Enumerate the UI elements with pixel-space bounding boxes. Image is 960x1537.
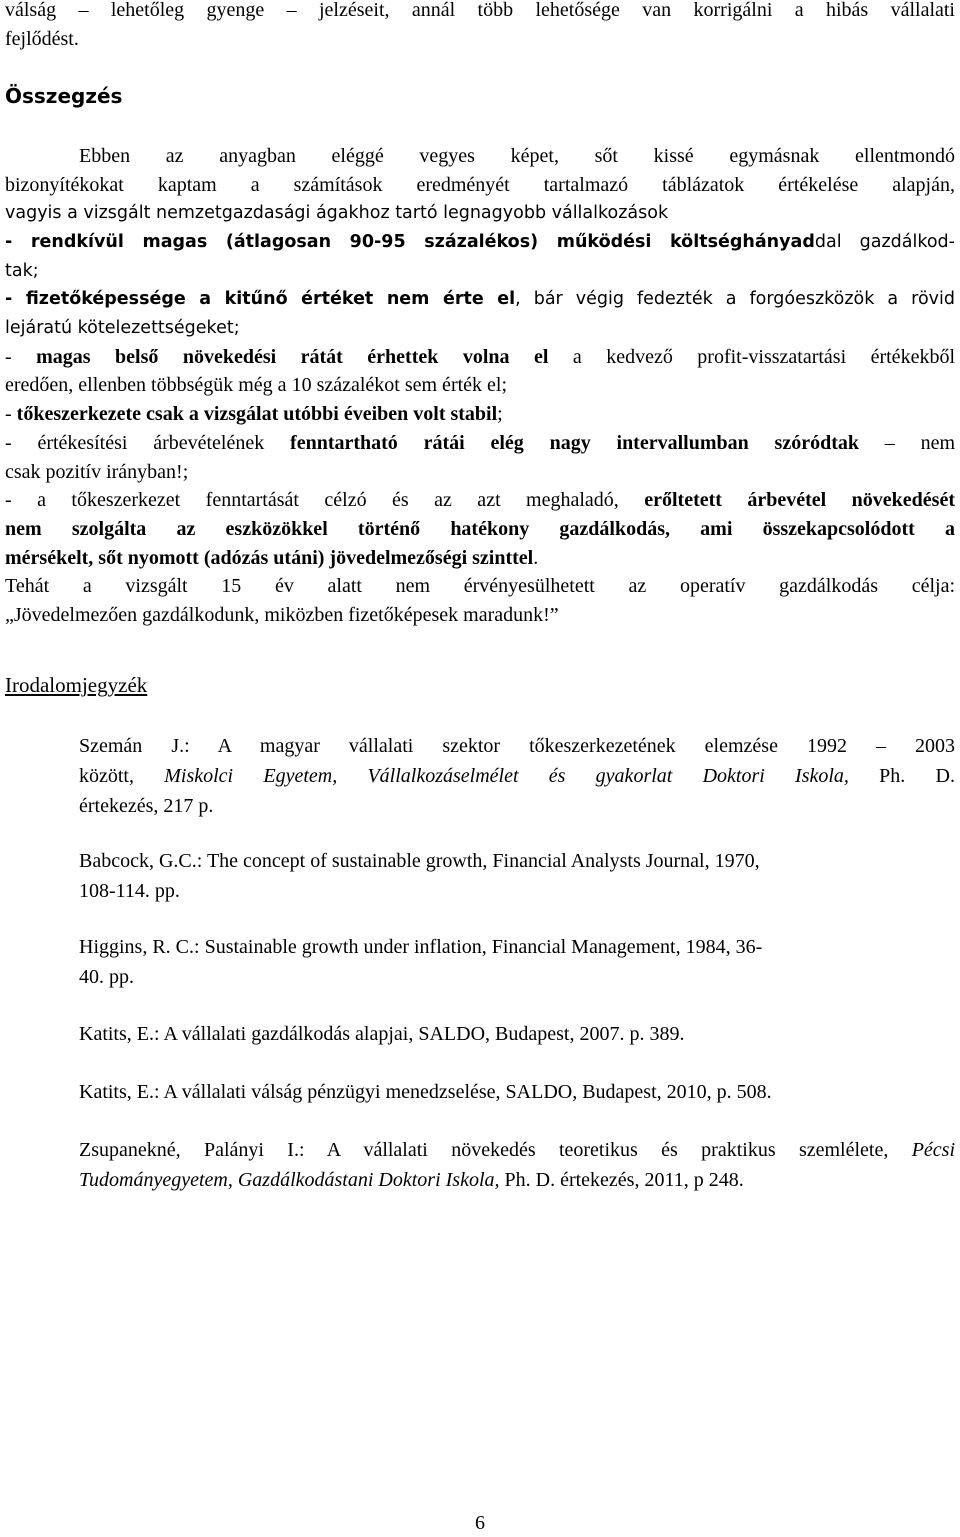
text-line: lejáratú kötelezettségeket; <box>5 318 240 339</box>
finding-item <box>5 228 955 257</box>
finding-text: . <box>533 546 539 569</box>
page-number: 6 <box>475 1512 485 1534</box>
reference-source: Miskolci Egyetem, Vállalkozáselmélet és gyakorlat Doktori Iskola, <box>164 765 849 787</box>
reference-line: 40. pp. <box>79 966 134 988</box>
finding-item <box>5 400 955 429</box>
reference-text: között, <box>79 765 165 787</box>
text-line: tak; <box>5 260 39 281</box>
reference-item <box>79 846 955 906</box>
finding-text: - a tőkeszerkezet fenntartását célzó és az azt meghaladó, <box>5 489 645 512</box>
text-line: vagyis a vizsgált nemzetgazdasági ágakhoz tartó legnagyobb vállalkozások <box>5 203 669 224</box>
dash: - <box>5 345 37 368</box>
reference-line: 108-114. pp. <box>79 880 180 902</box>
reference-source: Tudományegyetem, Gazdálkodástani Doktori Iskola, <box>79 1169 500 1191</box>
finding-text: – nem <box>858 431 956 454</box>
dash: - <box>5 403 17 426</box>
section-heading-references: Irodalomjegyzék <box>5 673 148 697</box>
finding-item <box>5 486 955 515</box>
finding-bold: mérsékelt, sőt nyomott (adózás utáni) jövedelmezőségi szinttel <box>5 546 534 569</box>
finding-bold: - fizetőképessége a kitűnő értéket nem érte el <box>5 289 516 310</box>
previous-paragraph-tail <box>5 0 955 53</box>
reference-line: Katits, E.: A vállalati válság pénzügyi menedzselése, SALDO, Budapest, 2010, p. 508. <box>79 1081 772 1103</box>
finding-bold: nem szolgálta az eszközökkel történő hatékony gazdálkodás, ami összekapcsolódott a <box>5 517 955 540</box>
text-line: Ebben az anyagban eléggé vegyes képet, sőt kissé egymásnak ellentmondó <box>79 145 955 167</box>
reference-text: Ph. D. <box>848 765 955 787</box>
reference-item <box>79 1077 955 1107</box>
summary-findings <box>5 228 955 630</box>
reference-line: Szemán J.: A magyar vállalati szektor tőkeszerkezetének elemzése 1992 – 2003 <box>79 735 955 757</box>
reference-item <box>79 731 955 821</box>
finding-bold: - rendkívül magas (átlagosan 90-95 százalékos) működési költséghányad <box>5 232 815 252</box>
text-line: eredően, ellenben többségük még a 10 százalékot sem érték el; <box>5 374 508 397</box>
reference-source: Pécsi <box>911 1139 955 1161</box>
text-line <box>5 544 955 573</box>
finding-bold: magas belső növekedési rátát érhettek volna el <box>36 345 549 368</box>
conclusion-quote: „Jövedelmezően gazdálkodunk, miközben fizetőképesek maradunk!” <box>5 603 559 626</box>
reference-item <box>79 932 955 992</box>
finding-bold: tőkeszerkezete csak a vizsgálat utóbbi éveiben volt stabil <box>16 403 498 426</box>
reference-text: Ph. D. értekezés, 2011, p 248. <box>499 1169 744 1191</box>
reference-item <box>79 1019 955 1049</box>
finding-item <box>5 343 955 372</box>
finding-item <box>5 429 955 458</box>
text-line: csak pozitív irányban!; <box>5 460 189 483</box>
reference-line <box>79 1165 955 1195</box>
text-line: fejlődést. <box>5 27 79 50</box>
reference-text: Zsupanekné, Palányi I.: A vállalati növekedés teoretikus és praktikus szemlélete, <box>79 1139 912 1161</box>
finding-text: , bár végig fedezték a forgóeszközök a rövid <box>515 289 955 310</box>
text-line <box>5 515 955 544</box>
conclusion-line: Tehát a vizsgált 15 év alatt nem érvényesülhetett az operatív gazdálkodás célja: <box>5 575 955 598</box>
finding-bold: erőltetett árbevétel növekedését <box>644 489 956 512</box>
finding-text: dal gazdálkod- <box>814 232 955 252</box>
finding-text: a kedvező profit-visszatartási értékekből <box>548 345 955 368</box>
reference-item <box>79 1135 955 1195</box>
summary-intro <box>5 142 955 228</box>
reference-line: Babcock, G.C.: The concept of sustainable growth, Financial Analysts Journal, 1970, <box>79 850 760 872</box>
reference-line <box>79 761 955 791</box>
text-line: válság – lehetőleg gyenge – jelzéseit, annál több lehetősége van korrigálni a hibás vállalati <box>5 0 955 21</box>
finding-text: ; <box>497 403 503 426</box>
text-line: bizonyítékokat kaptam a számítások eredményét tartalmazó táblázatok értékelése alapján, <box>5 173 955 196</box>
finding-item <box>5 285 955 314</box>
reference-line: értekezés, 217 p. <box>79 795 214 817</box>
finding-bold: fenntartható rátái elég nagy intervallumban szóródtak <box>290 431 859 454</box>
finding-text: - értékesítési árbevételének <box>5 431 291 454</box>
section-heading-summary: Összegzés <box>5 84 123 108</box>
reference-line <box>79 1135 955 1165</box>
reference-line: Katits, E.: A vállalati gazdálkodás alapjai, SALDO, Budapest, 2007. p. 389. <box>79 1023 685 1045</box>
reference-line: Higgins, R. C.: Sustainable growth under inflation, Financial Management, 1984, 36- <box>79 936 763 958</box>
